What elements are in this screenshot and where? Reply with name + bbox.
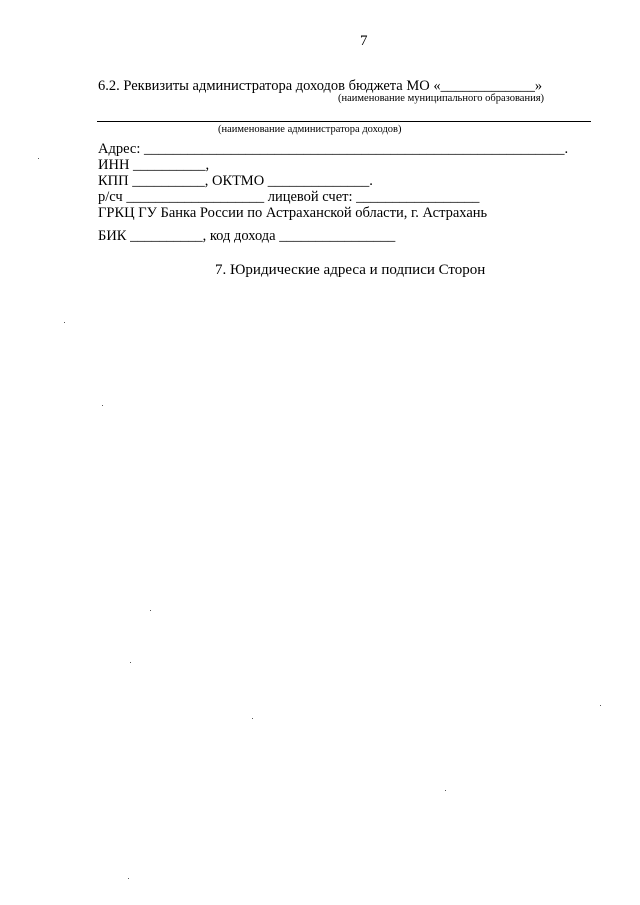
account-line: р/сч ___________________ лицевой счет: _________________ <box>98 189 480 205</box>
kpp-oktmo-line: КПП __________, ОКТМО ______________. <box>98 173 373 189</box>
address-line: Адрес: __________________________________________________________. <box>98 141 569 157</box>
page-number: 7 <box>360 33 368 49</box>
scan-speck <box>150 610 151 611</box>
bik-line: БИК __________, код дохода ________________ <box>98 228 396 244</box>
scan-speck <box>128 878 129 879</box>
administrator-name-line <box>97 121 591 122</box>
administrator-caption: (наименование администратора доходов) <box>218 124 402 135</box>
inn-line: ИНН __________, <box>98 157 210 173</box>
scan-speck <box>130 662 131 663</box>
scan-speck <box>600 705 601 706</box>
bank-line: ГРКЦ ГУ Банка России по Астраханской области, г. Астрахань <box>98 205 488 221</box>
section-7-heading: 7. Юридические адреса и подписи Сторон <box>215 262 486 278</box>
scan-speck <box>445 790 446 791</box>
scan-speck <box>102 405 103 406</box>
scan-speck <box>64 322 65 323</box>
municipality-caption: (наименование муниципального образования) <box>338 93 545 104</box>
scan-speck <box>252 718 253 719</box>
section-6-2-heading: 6.2. Реквизиты администратора доходов бюджета МО «_____________» <box>98 78 543 94</box>
scan-speck <box>38 158 39 159</box>
